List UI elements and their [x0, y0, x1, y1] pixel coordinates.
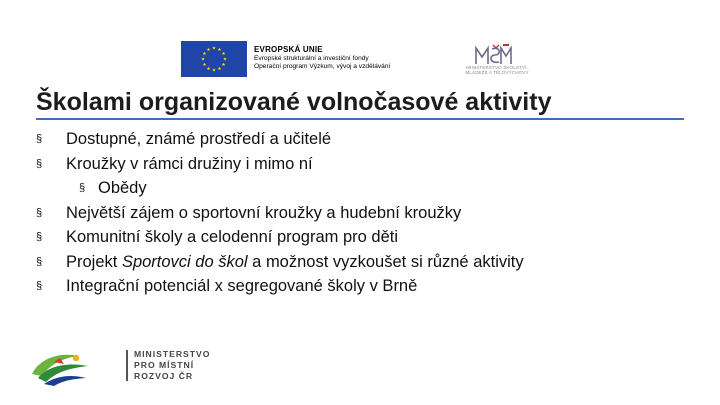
mmr-logo: [30, 346, 211, 386]
mmr-line2: PRO MÍSTNÍ: [134, 360, 195, 370]
msmt-mark-icon: [473, 43, 513, 67]
mmr-line1: MINISTERSTVO: [134, 349, 211, 359]
eu-logo-line1: EVROPSKÁ UNIE: [254, 45, 323, 55]
bullet-text: Integrační potenciál x segregované školy v Brně: [66, 277, 418, 295]
mmr-logo-text: [134, 349, 210, 382]
project-name: Sportovci do škol: [121, 252, 248, 271]
eu-logo-text: [254, 46, 390, 72]
msmt-caption: [455, 65, 539, 75]
eu-logo-line3: Operační program Výzkum, vývoj a vzdělávání: [254, 63, 391, 71]
bullet-marker: §: [36, 231, 43, 243]
mmr-line3: ROZVOJ ČR: [134, 371, 194, 381]
title-underline: [36, 118, 684, 120]
mmr-divider: [126, 350, 128, 381]
bullet-text: Dostupné, známé prostředí a učitelé: [66, 130, 332, 148]
bullet-text-before: Projekt: [66, 252, 122, 271]
bullet-text-after: a možnost vyzkoušet si různé aktivity: [247, 252, 524, 271]
bullet-text: Největší zájem o sportovní kroužky a hudební kroužky: [66, 203, 462, 222]
eu-logo-line2: Evropské strukturální a investiční fondy: [254, 54, 369, 62]
bullet-marker: §: [36, 255, 43, 268]
bullet-marker: §: [36, 280, 43, 292]
msmt-caption-line1: MINISTERSTVO ŠKOLSTVÍ,: [466, 65, 528, 70]
bullet-marker: §: [36, 157, 43, 170]
msmt-caption-line2: MLÁDEŽE A TĚLOVÝCHOVY: [465, 70, 529, 75]
mmr-emblem-icon: [30, 348, 90, 386]
eu-funds-logo: [181, 41, 435, 77]
bullet-marker: §: [79, 182, 86, 194]
bullet-text: [66, 250, 524, 275]
bullet-text: Komunitní školy a celodenní program pro děti: [66, 228, 399, 246]
slide-title: Školami organizované volnočasové aktivity: [36, 88, 552, 116]
bullet-text: Obědy: [98, 179, 147, 197]
bullet-marker: §: [36, 206, 43, 219]
eu-flag-icon: [181, 41, 247, 77]
bullet-marker: §: [36, 133, 43, 145]
msmt-logo: [455, 43, 539, 75]
bullet-text: Kroužky v rámci družiny i mimo ní: [66, 154, 313, 173]
